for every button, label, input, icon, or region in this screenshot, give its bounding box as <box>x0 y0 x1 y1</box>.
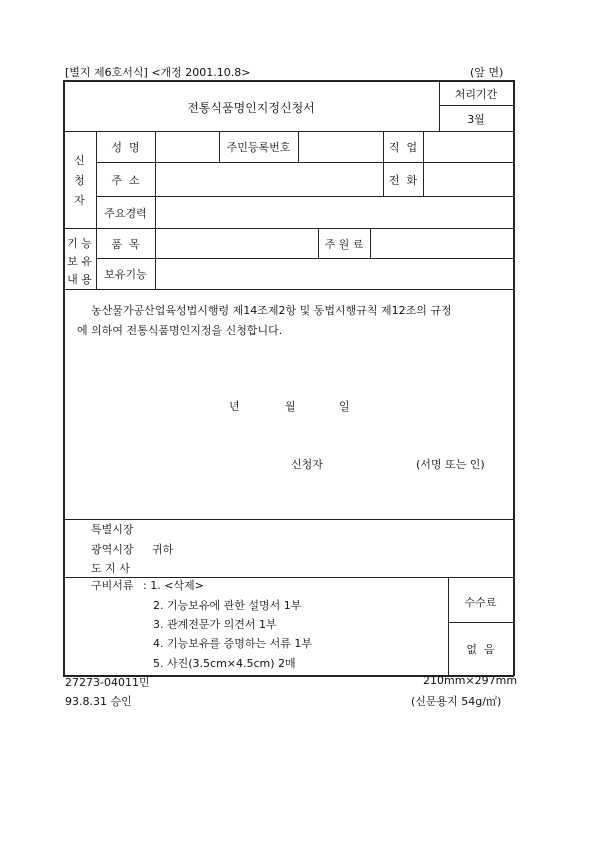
document-item: 4. 기능보유를 증명하는 서류 1부 <box>153 637 312 650</box>
paper-size: 210mm×297mm <box>423 674 518 687</box>
processing-period-label: 처리기간 <box>454 88 498 101</box>
name-label: 성 명 <box>111 141 140 154</box>
document-item: 2. 기능보유에 관한 설명서 1부 <box>153 599 302 612</box>
approval-date: 93.8.31 승인 <box>65 695 132 708</box>
paper-type: (신문용지 54g/㎡) <box>411 695 502 708</box>
applicant-signature-label: 신청자 <box>291 458 323 471</box>
item-label: 품 목 <box>111 238 140 251</box>
main-material-label: 주 원 료 <box>324 238 364 251</box>
document-item: : 1. <삭제> <box>143 579 204 592</box>
form-title: 전통식품명인지정신청서 <box>187 101 315 115</box>
name-field[interactable] <box>156 132 218 161</box>
addressee-line3: 도 지 사 <box>91 562 130 575</box>
address-field[interactable] <box>156 163 382 195</box>
date-month-label: 월 <box>285 400 296 413</box>
date-year-label: 년 <box>229 400 240 413</box>
career-label: 주요경력 <box>104 207 147 220</box>
main-material-field[interactable] <box>371 229 512 257</box>
job-label: 직 업 <box>388 141 418 154</box>
document-item: 3. 관계전문가 의견서 1부 <box>153 618 277 631</box>
signature-or-seal-label: (서명 또는 인) <box>416 458 485 471</box>
phone-label: 전 화 <box>388 174 418 187</box>
processing-period-value: 3월 <box>467 113 485 126</box>
rrn-field[interactable] <box>299 132 382 161</box>
addressee-honorific: 귀하 <box>152 543 174 556</box>
application-statement-line1: 농산물가공산업육성법시행령 제14조제2항 및 동법시행규칙 제12조의 규정 <box>91 304 452 317</box>
addressee-line2: 광역시장 <box>91 543 134 556</box>
required-documents-label: 구비서류 <box>91 579 134 592</box>
application-statement-line2: 에 의하여 전통식품명인지정을 신청합니다. <box>77 324 283 337</box>
rrn-label: 주민등록번호 <box>226 141 291 154</box>
document-item: 5. 사진(3.5cm×4.5cm) 2매 <box>153 657 296 670</box>
career-field[interactable] <box>156 197 512 227</box>
phone-field[interactable] <box>424 163 512 195</box>
item-field[interactable] <box>156 229 317 257</box>
fee-value: 없 음 <box>466 643 495 656</box>
form-number: 27273-04011민 <box>65 676 150 689</box>
addressee-line1: 특별시장 <box>91 523 134 536</box>
skill-label: 보유기능 <box>104 268 147 281</box>
form-reference: [별지 제6호서식] <개정 2001.10.8> <box>65 66 251 79</box>
date-day-label: 일 <box>339 400 350 413</box>
skill-field[interactable] <box>156 259 512 288</box>
fee-label: 수수료 <box>464 596 497 609</box>
job-field[interactable] <box>424 132 512 161</box>
address-label: 주 소 <box>111 174 140 187</box>
page-side-label: (앞 면) <box>470 66 504 79</box>
